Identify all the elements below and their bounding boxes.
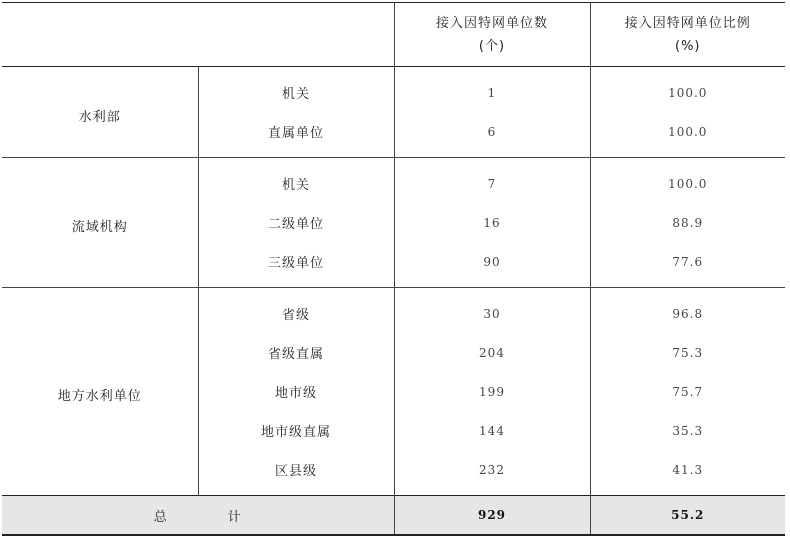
count-cell: 204	[394, 333, 590, 372]
count-cell: 30	[394, 288, 590, 334]
total-label-b: 计	[227, 509, 242, 525]
count-cell: 199	[394, 372, 590, 411]
count-cell: 16	[394, 203, 590, 242]
table-row	[2, 158, 785, 204]
header-count	[394, 3, 590, 67]
sub-label: 机关	[198, 158, 394, 204]
group-label: 水利部	[2, 67, 198, 158]
header-empty-cell	[2, 3, 198, 67]
count-cell: 144	[394, 411, 590, 450]
header-ratio-line1: 接入因特网单位比例	[624, 15, 751, 31]
ratio-cell: 75.3	[590, 333, 785, 372]
sub-label: 省级	[198, 288, 394, 334]
table-row	[2, 67, 785, 113]
table-header-row	[2, 3, 785, 67]
group-label: 流域机构	[2, 158, 198, 288]
ratio-cell: 75.7	[590, 372, 785, 411]
ratio-cell: 96.8	[590, 288, 785, 334]
total-count: 929	[394, 496, 590, 536]
group-label: 地方水利单位	[57, 389, 142, 404]
total-label-a: 总	[153, 509, 168, 525]
header-count-unit: (个)	[478, 38, 506, 54]
count-cell: 6	[394, 112, 590, 158]
count-cell: 1	[394, 67, 590, 113]
header-count-line1: 接入因特网单位数	[435, 15, 548, 31]
ratio-cell: 100.0	[590, 67, 785, 113]
internet-access-table	[2, 2, 785, 536]
sub-label: 二级单位	[198, 203, 394, 242]
ratio-cell: 77.6	[590, 242, 785, 288]
sub-label: 直属单位	[198, 112, 394, 158]
sub-label: 省级直属	[198, 333, 394, 372]
header-ratio-unit: (%)	[675, 38, 701, 54]
sub-label: 地市级	[198, 372, 394, 411]
sub-label: 地市级直属	[198, 411, 394, 450]
header-empty-cell	[198, 3, 394, 67]
count-cell: 7	[394, 158, 590, 204]
ratio-cell: 35.3	[590, 411, 785, 450]
table-row	[2, 288, 785, 334]
sub-label: 三级单位	[198, 242, 394, 288]
header-ratio	[590, 3, 785, 67]
sub-label: 机关	[198, 67, 394, 113]
ratio-cell: 100.0	[590, 158, 785, 204]
ratio-cell: 88.9	[590, 203, 785, 242]
count-cell: 232	[394, 450, 590, 496]
total-row	[2, 496, 785, 536]
total-label	[2, 496, 394, 536]
count-cell: 90	[394, 242, 590, 288]
total-ratio: 55.2	[590, 496, 785, 536]
ratio-cell: 100.0	[590, 112, 785, 158]
ratio-cell: 41.3	[590, 450, 785, 496]
sub-label: 区县级	[198, 450, 394, 496]
